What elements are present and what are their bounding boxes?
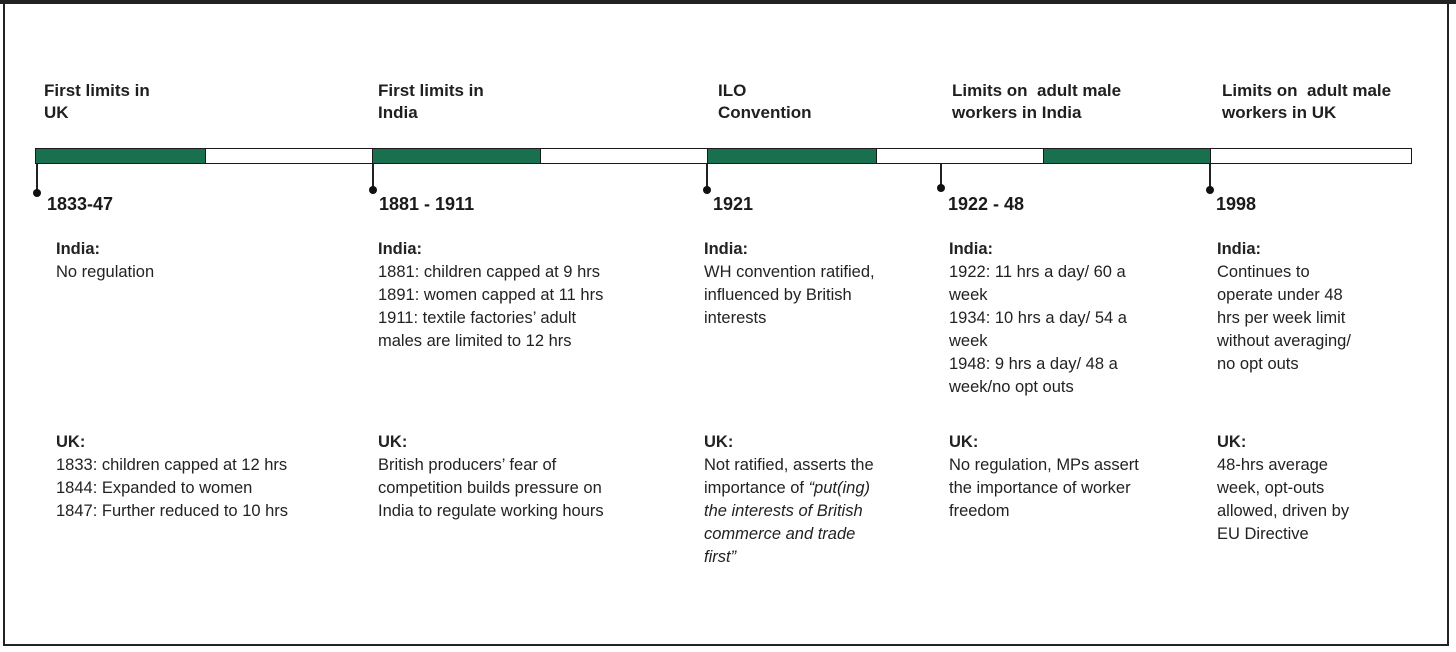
uk-block-1922: UK: No regulation, MPs assert the importance of worker freedom xyxy=(949,433,1139,520)
year-1922-48: 1922 - 48 xyxy=(948,194,1025,214)
timeline-segment-green xyxy=(35,148,206,164)
india-block-1921: India: WH convention ratified, influenced by British interests xyxy=(704,240,875,327)
tick-dot xyxy=(369,186,377,194)
timeline-segment-green xyxy=(1043,148,1211,164)
tick-line xyxy=(36,164,38,192)
heading-ilo-convention: ILO Convention xyxy=(718,81,812,122)
india-block-1998: India: Continues to operate under 48 hrs per week limit without averaging/ no opt outs xyxy=(1217,240,1351,373)
uk-block-1921: UK: Not ratified, asserts the importance of “put(ing) the interests of British commerce and trade first” xyxy=(704,433,874,566)
uk-block-1881: UK: British producers’ fear of competition builds pressure on India to regulate working hours xyxy=(378,433,604,520)
india-block-1881: India: 1881: children capped at 9 hrs 1891: women capped at 11 hrs 1911: textile factories’ adult males are limited to 12 hrs xyxy=(378,240,604,350)
india-block-1922: India: 1922: 11 hrs a day/ 60 a week 1934: 10 hrs a day/ 54 a week 1948: 9 hrs a day/ 48 a week/no opt outs xyxy=(949,240,1127,396)
heading-limits-adult-male-uk: Limits on adult male workers in UK xyxy=(1222,81,1392,122)
year-1833-47: 1833-47 xyxy=(47,194,114,214)
timeline-segment-white xyxy=(205,148,373,164)
tick-dot xyxy=(703,186,711,194)
timeline-bar xyxy=(35,148,1412,164)
heading-first-limits-india: First limits in India xyxy=(378,81,484,122)
timeline-segment-white xyxy=(1210,148,1412,164)
year-1921: 1921 xyxy=(713,194,754,214)
year-1881-1911: 1881 - 1911 xyxy=(379,194,475,214)
uk-block-1998: UK: 48-hrs average week, opt-outs allowed, driven by EU Directive xyxy=(1217,433,1350,543)
tick-dot xyxy=(33,189,41,197)
uk-block-1833: UK: 1833: children capped at 12 hrs 1844: Expanded to women 1847: Further reduced to 10 hrs xyxy=(56,433,289,520)
year-1998: 1998 xyxy=(1216,194,1257,214)
tick-dot xyxy=(1206,186,1214,194)
india-block-1833: India: No regulation xyxy=(56,240,155,281)
timeline-segment-white xyxy=(540,148,708,164)
timeline-segment-green xyxy=(372,148,541,164)
heading-limits-adult-male-india: Limits on adult male workers in India xyxy=(952,81,1122,122)
timeline-segment-green xyxy=(707,148,877,164)
heading-first-limits-uk: First limits in UK xyxy=(44,81,150,122)
tick-dot xyxy=(937,184,945,192)
timeline-segment-white xyxy=(876,148,1044,164)
